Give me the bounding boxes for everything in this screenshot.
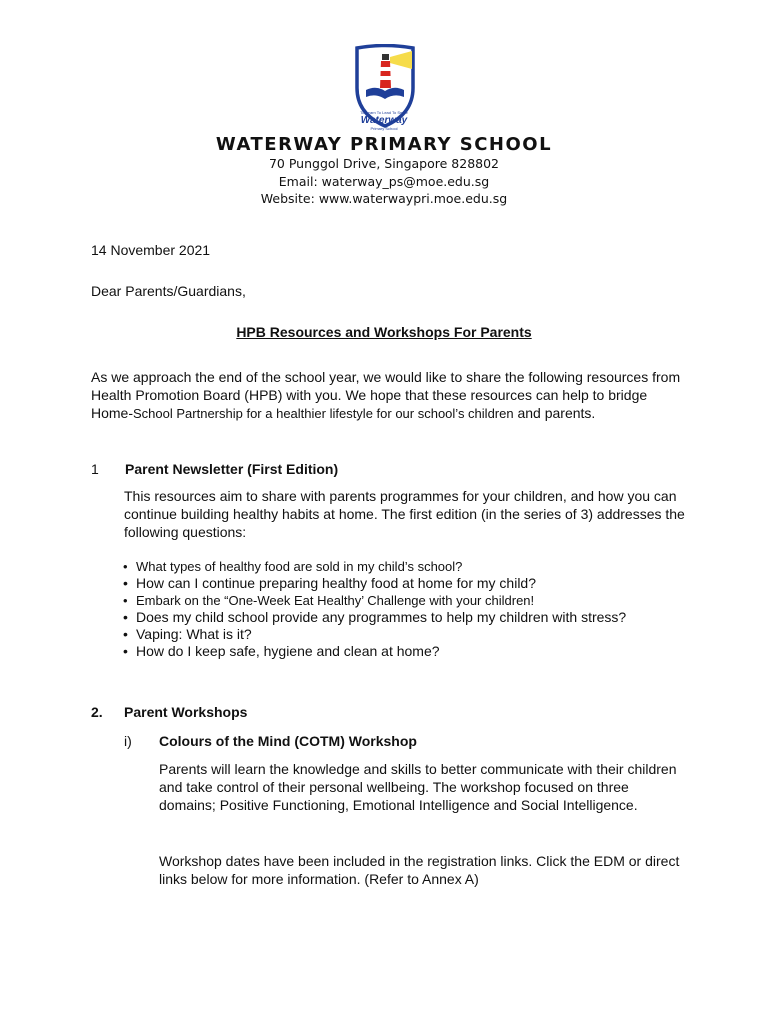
logo-motto: To Learn To Lead To Serve [360,110,408,115]
website-value: www.waterwaypri.moe.edu.sg [314,191,508,206]
website-label: Website: [260,191,315,206]
school-email [0,174,768,189]
paragraph-line: and take control of their personal wellbeing. The workshop focused on three [159,779,629,795]
paragraph-line: This resources aim to share with parents programmes for your children, and how you can [124,488,677,504]
email-label: Email: [278,174,318,189]
section-1-heading: Parent Newsletter (First Edition) [125,461,339,477]
section-1-paragraph [124,487,734,541]
logo-name: Waterway [360,115,408,126]
school-name: WATERWAY PRIMARY SCHOOL [215,134,553,155]
letter-date: 14 November 2021 [91,242,211,258]
intro-text: School Partnership for a healthier lifestyle for our school’s children [133,406,514,421]
school-address: 70 Punggol Drive, Singapore 828802 [268,156,500,171]
intro-paragraph [91,368,731,423]
paragraph-line: Parents will learn the knowledge and skills to better communicate with their children [159,761,677,777]
paragraph-line: domains; Positive Functioning, Emotional Intelligence and Social Intelligence. [159,797,638,813]
section-2-heading: Parent Workshops [124,704,248,720]
list-item: • Vaping: What is it? [122,626,742,643]
list-item: • What types of healthy food are sold in my child’s school? [122,558,742,575]
paragraph-line: links below for more information. (Refer to Annex A) [159,871,479,887]
paragraph-line: Workshop dates have been included in the registration links. Click the EDM or direct [159,853,680,869]
intro-line [91,404,731,423]
intro-line: Health Promotion Board (HPB) with you. We hope that these resources can help to bridge [91,387,648,403]
subsection-number: i) [124,733,132,749]
school-website [0,191,768,206]
list-item: • How do I keep safe, hygiene and clean at home? [122,643,742,660]
workshop-dates-note [159,852,739,888]
list-item: • Embark on the “One-Week Eat Healthy’ Challenge with your children! [122,592,742,609]
section-1-number: 1 [91,461,99,477]
list-item: • Does my child school provide any programmes to help my children with stress? [122,609,742,626]
section-2-number: 2. [91,704,103,720]
letter-title: HPB Resources and Workshops For Parents [236,324,532,340]
subsection-heading: Colours of the Mind (COTM) Workshop [159,733,417,749]
paragraph-line: continue building healthy habits at home. The first edition (in the series of 3) addresses the [124,506,685,522]
intro-line: As we approach the end of the school year, we would like to share the following resources from [91,369,681,385]
intro-text: Home- [91,405,134,421]
list-item: • How can I continue preparing healthy food at home for my child? [122,575,742,592]
workshop-description [159,760,739,814]
email-value: waterway_ps@moe.edu.sg [317,174,490,189]
paragraph-line: following questions: [124,524,247,540]
logo-subtitle: Primary School [370,126,398,131]
intro-text: and parents. [513,405,596,421]
questions-list [122,558,742,660]
letter-salutation: Dear Parents/Guardians, [91,283,246,299]
